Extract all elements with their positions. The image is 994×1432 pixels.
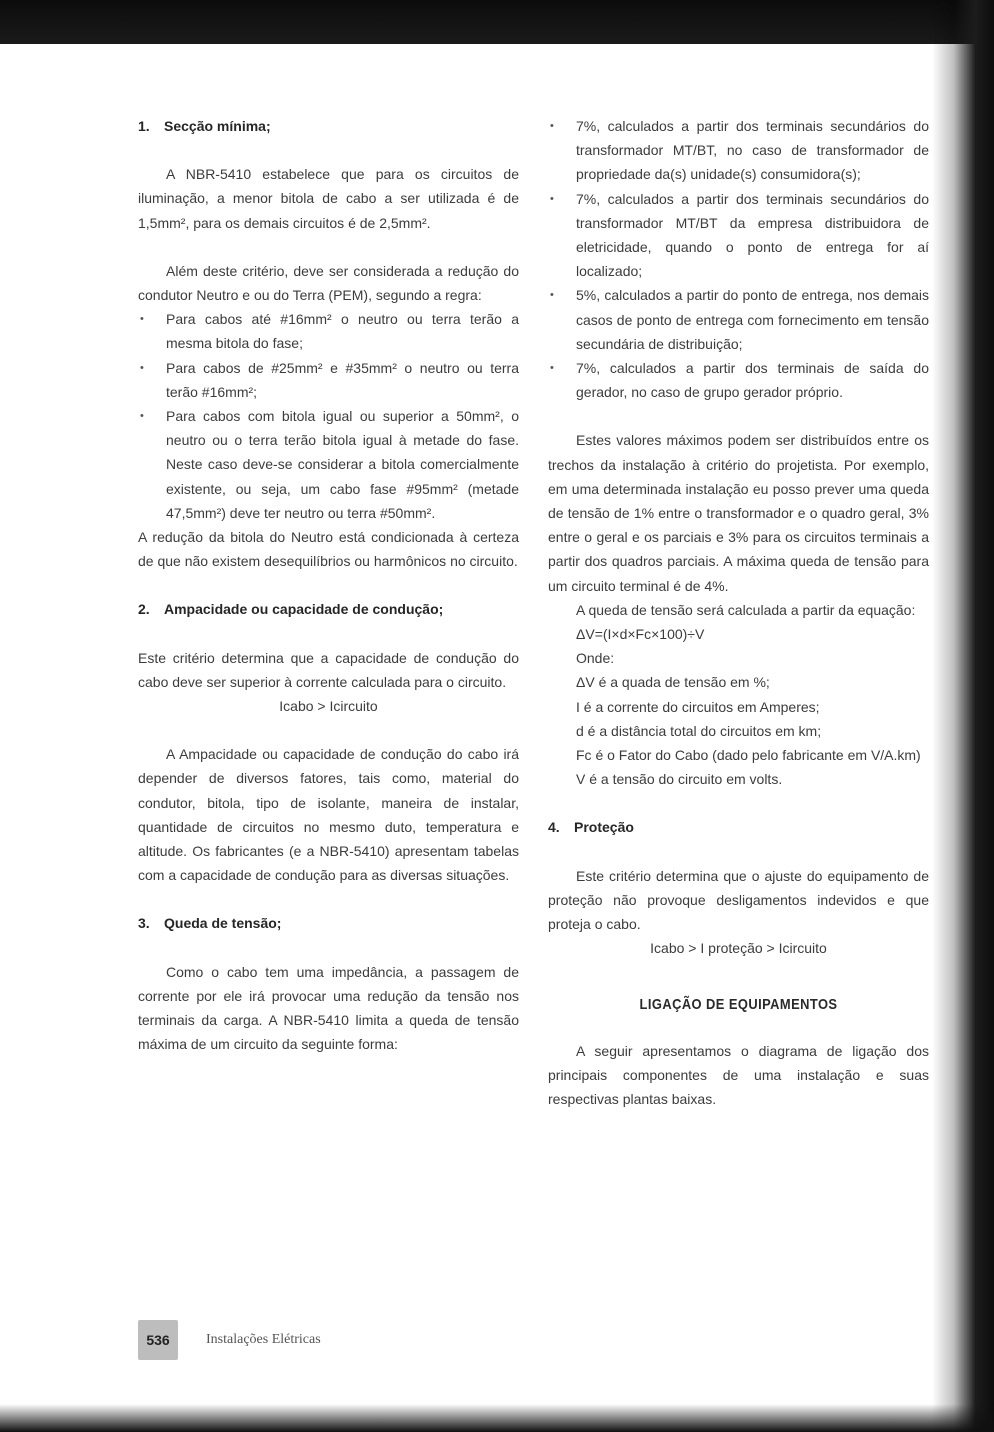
section-heading-2 [138, 597, 519, 621]
paragraph: A seguir apresentamos o diagrama de ligação dos principais componentes de uma instalação e suas respectivas plantas baixas. [548, 1042, 929, 1108]
scan-bottom-border [0, 1404, 994, 1432]
formula-line: V é a tensão do circuito em volts. [576, 771, 783, 788]
section-title: Proteção [574, 819, 634, 836]
list-item: • Para cabos com bitola igual ou superior a 50mm², o neutro ou o terra terão bitola igual à metade do fase. Neste caso deve-se considerar a bitola comercialmente existente, ou seja, um cabo fase #95mm² (metade 47,5mm²) deve ter neutro ou terra #50mm². [138, 404, 519, 525]
paragraph: Além deste critério, deve ser considerada a redução do condutor Neutro e ou do Terra (PEM), segundo a regra: [138, 262, 519, 304]
paragraph: A queda de tensão será calculada a partir da equação: [576, 601, 916, 618]
page [0, 44, 994, 1404]
section-title: Ampacidade ou capacidade de condução; [164, 601, 444, 618]
section-title: Secção mínima; [164, 118, 271, 134]
paragraph: A redução da bitola do Neutro está condicionada à certeza de que não existem desequilíbrios ou harmônicos no circuito. [138, 529, 519, 570]
paragraph: A NBR-5410 estabelece que para os circuitos de iluminação, a menor bitola de cabo a ser utilizada é de 1,5mm², para os demais circuitos é de 2,5mm². [138, 166, 519, 231]
formula: Icabo > Icircuito [279, 698, 378, 715]
paragraph: A Ampacidade ou capacidade de condução do cabo irá depender de diversos fatores, tais como, material do condutor, bitola, tipo de isolante, maneira de instalar, quantidade de circuitos no mesmo duto, temperatura e altitude. Os fabricantes (e a NBR-5410) apresentam tabelas com a capacidade de condução para as diversas situações. [138, 746, 519, 884]
paragraph: Este critério determina que a capacidade de condução do cabo deve ser superior à corrente calculada para o circuito. [138, 649, 519, 690]
list-item: • 7%, calculados a partir dos terminais de saída do gerador, no caso de grupo gerador próprio. [548, 356, 929, 404]
list-item: • 7%, calculados a partir dos terminais secundários do transformador MT/BT da empresa distribuidora de eletricidade, quando o ponto de entrega for aí localizado; [548, 187, 929, 284]
right-column [548, 114, 929, 1111]
formula-line: Onde: [576, 650, 615, 667]
list-item: • 5%, calculados a partir do ponto de entrega, nos demais casos de ponto de entrega com fornecimento em tensão secundária de distribuição; [548, 283, 929, 356]
formula-line: d é a distância total do circuitos em km; [576, 722, 822, 739]
bullet-list [138, 307, 519, 525]
page-footer [138, 1320, 321, 1360]
paragraph: Como o cabo tem uma impedância, a passagem de corrente por ele irá provocar uma redução da tensão nos terminais da carga. A NBR-5410 limita a queda de tensão máxima de um circuito da seguinte forma: [138, 963, 519, 1053]
formula-line: ΔV é a quada de tensão em %; [576, 674, 770, 691]
list-item: • Para cabos até #16mm² o neutro ou terra terão a mesma bitola do fase; [138, 307, 519, 355]
section-heading-3 [138, 911, 519, 935]
scan-top-border [0, 0, 994, 44]
section-number: 4. [548, 819, 560, 836]
page-number: 536 [138, 1320, 178, 1360]
section-number: 3. [138, 915, 150, 932]
paragraph: Estes valores máximos podem ser distribuídos entre os trechos da instalação à critério do projetista. Por exemplo, em uma determinada instalação eu posso prever uma queda de tensão de 1% entre o transformador e o quadro geral, 3% entre o geral e os parciais e 3% para os circuitos terminais a partir dos quadros parciais. A máxima queda de tensão para um circuito terminal é de 4%. [548, 432, 929, 594]
paragraph: Este critério determina que o ajuste do equipamento de proteção não provoque desligamentos indevidos e que proteja o cabo. [548, 867, 929, 933]
formula: Icabo > I proteção > Icircuito [650, 940, 827, 957]
list-item: • Para cabos de #25mm² e #35mm² o neutro ou terra terão #16mm²; [138, 356, 519, 404]
section-title: Queda de tensão; [164, 915, 282, 932]
bullet-list [548, 114, 929, 404]
chapter-heading: LIGAÇÃO DE EQUIPAMENTOS [639, 995, 838, 1013]
list-item: • 7%, calculados a partir dos terminais secundários do transformador MT/BT, no caso de transformador de propriedade da(s) unidade(s) consumidora(s); [548, 114, 929, 187]
section-number: 1. [138, 118, 150, 134]
section-heading-4 [548, 815, 929, 839]
section-heading-1 [138, 114, 519, 138]
running-title: Instalações Elétricas [206, 1332, 321, 1347]
formula-line: I é a corrente do circuitos em Amperes; [576, 698, 820, 715]
section-number: 2. [138, 601, 150, 618]
left-column [138, 114, 519, 1057]
formula-line: ΔV=(I×d×Fc×100)÷V [576, 626, 705, 643]
paragraph: Fc é o Fator do Cabo (dado pelo fabricante em V/A.km) [576, 747, 921, 764]
